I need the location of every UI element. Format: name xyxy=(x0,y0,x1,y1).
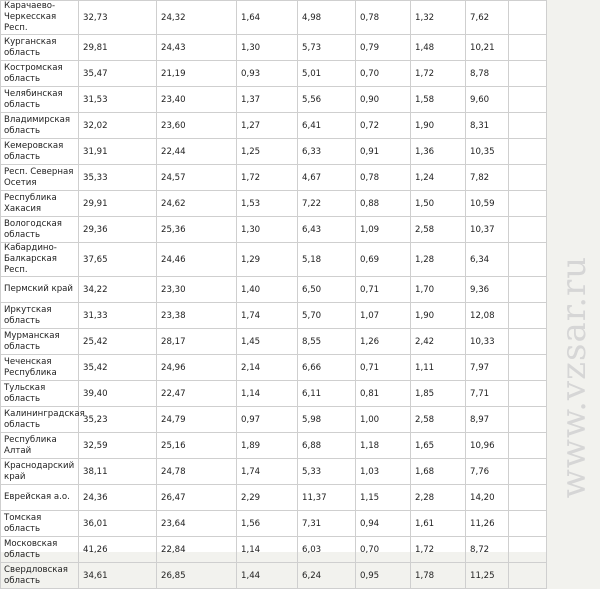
value-cell: 23,40 xyxy=(157,87,237,113)
value-cell: 1,78 xyxy=(411,563,466,589)
value-cell: 22,84 xyxy=(157,537,237,563)
value-cell: 31,91 xyxy=(79,139,157,165)
value-cell: 0,71 xyxy=(356,355,411,381)
value-cell: 1,30 xyxy=(237,217,298,243)
empty-cell xyxy=(509,243,547,277)
value-cell: 31,33 xyxy=(79,303,157,329)
value-cell: 10,21 xyxy=(466,35,509,61)
value-cell: 7,31 xyxy=(298,511,356,537)
value-cell: 0,78 xyxy=(356,165,411,191)
value-cell: 11,26 xyxy=(466,511,509,537)
value-cell: 1,72 xyxy=(237,165,298,191)
region-name-cell: Свердловская область xyxy=(1,563,79,589)
table-row xyxy=(1,191,547,217)
value-cell: 1,89 xyxy=(237,433,298,459)
region-name-cell: Краснодарский край xyxy=(1,459,79,485)
table-row xyxy=(1,113,547,139)
value-cell: 6,03 xyxy=(298,537,356,563)
value-cell: 6,88 xyxy=(298,433,356,459)
value-cell: 39,40 xyxy=(79,381,157,407)
region-name-cell: Владимирская область xyxy=(1,113,79,139)
value-cell: 1,72 xyxy=(411,61,466,87)
value-cell: 1,09 xyxy=(356,217,411,243)
value-cell: 7,62 xyxy=(466,1,509,35)
value-cell: 7,97 xyxy=(466,355,509,381)
value-cell: 1,18 xyxy=(356,433,411,459)
empty-cell xyxy=(509,87,547,113)
value-cell: 11,25 xyxy=(466,563,509,589)
region-name-cell: Кабардино-Балкарская Респ. xyxy=(1,243,79,277)
value-cell: 35,42 xyxy=(79,355,157,381)
value-cell: 38,11 xyxy=(79,459,157,485)
value-cell: 2,29 xyxy=(237,485,298,511)
value-cell: 1,11 xyxy=(411,355,466,381)
value-cell: 10,35 xyxy=(466,139,509,165)
empty-cell xyxy=(509,35,547,61)
value-cell: 1,48 xyxy=(411,35,466,61)
value-cell: 7,82 xyxy=(466,165,509,191)
value-cell: 32,73 xyxy=(79,1,157,35)
value-cell: 1,72 xyxy=(411,537,466,563)
value-cell: 1,85 xyxy=(411,381,466,407)
table-row xyxy=(1,61,547,87)
value-cell: 8,72 xyxy=(466,537,509,563)
table-body xyxy=(1,1,547,589)
value-cell: 14,20 xyxy=(466,485,509,511)
value-cell: 8,78 xyxy=(466,61,509,87)
value-cell: 5,01 xyxy=(298,61,356,87)
empty-cell xyxy=(509,61,547,87)
table-row xyxy=(1,537,547,563)
region-name-cell: Московская область xyxy=(1,537,79,563)
value-cell: 0,78 xyxy=(356,1,411,35)
value-cell: 0,94 xyxy=(356,511,411,537)
table-row xyxy=(1,459,547,485)
value-cell: 0,88 xyxy=(356,191,411,217)
region-name-cell: Еврейская а.о. xyxy=(1,485,79,511)
region-name-cell: Кемеровская область xyxy=(1,139,79,165)
value-cell: 21,19 xyxy=(157,61,237,87)
value-cell: 0,70 xyxy=(356,61,411,87)
value-cell: 6,50 xyxy=(298,277,356,303)
region-name-cell: Иркутская область xyxy=(1,303,79,329)
value-cell: 24,43 xyxy=(157,35,237,61)
empty-cell xyxy=(509,407,547,433)
region-name-cell: Чеченская Республика xyxy=(1,355,79,381)
value-cell: 1,70 xyxy=(411,277,466,303)
value-cell: 1,64 xyxy=(237,1,298,35)
empty-cell xyxy=(509,537,547,563)
table-row xyxy=(1,355,547,381)
watermark-text: www.vzsar.ru xyxy=(554,255,594,499)
empty-cell xyxy=(509,217,547,243)
region-name-cell: Курганская область xyxy=(1,35,79,61)
empty-cell xyxy=(509,485,547,511)
region-name-cell: Республика Хакасия xyxy=(1,191,79,217)
value-cell: 1,24 xyxy=(411,165,466,191)
empty-cell xyxy=(509,277,547,303)
value-cell: 24,78 xyxy=(157,459,237,485)
value-cell: 24,96 xyxy=(157,355,237,381)
value-cell: 23,38 xyxy=(157,303,237,329)
value-cell: 24,46 xyxy=(157,243,237,277)
empty-cell xyxy=(509,459,547,485)
value-cell: 31,53 xyxy=(79,87,157,113)
value-cell: 1,14 xyxy=(237,537,298,563)
value-cell: 11,37 xyxy=(298,485,356,511)
value-cell: 25,16 xyxy=(157,433,237,459)
value-cell: 10,37 xyxy=(466,217,509,243)
value-cell: 32,59 xyxy=(79,433,157,459)
value-cell: 4,98 xyxy=(298,1,356,35)
region-name-cell: Тульская область xyxy=(1,381,79,407)
empty-cell xyxy=(509,433,547,459)
table-row xyxy=(1,35,547,61)
value-cell: 23,30 xyxy=(157,277,237,303)
table-row xyxy=(1,139,547,165)
value-cell: 23,60 xyxy=(157,113,237,139)
value-cell: 25,42 xyxy=(79,329,157,355)
site-watermark xyxy=(556,212,592,542)
value-cell: 12,08 xyxy=(466,303,509,329)
table-row xyxy=(1,381,547,407)
table-row xyxy=(1,511,547,537)
value-cell: 0,95 xyxy=(356,563,411,589)
empty-cell xyxy=(509,381,547,407)
value-cell: 8,31 xyxy=(466,113,509,139)
table-row xyxy=(1,217,547,243)
value-cell: 24,62 xyxy=(157,191,237,217)
value-cell: 5,33 xyxy=(298,459,356,485)
empty-cell xyxy=(509,165,547,191)
value-cell: 1,58 xyxy=(411,87,466,113)
value-cell: 35,47 xyxy=(79,61,157,87)
region-name-cell: Вологодская область xyxy=(1,217,79,243)
value-cell: 1,68 xyxy=(411,459,466,485)
region-name-cell: Пермский край xyxy=(1,277,79,303)
value-cell: 22,47 xyxy=(157,381,237,407)
value-cell: 1,32 xyxy=(411,1,466,35)
table-row xyxy=(1,563,547,589)
value-cell: 0,70 xyxy=(356,537,411,563)
value-cell: 4,67 xyxy=(298,165,356,191)
value-cell: 1,40 xyxy=(237,277,298,303)
table-row xyxy=(1,303,547,329)
value-cell: 1,74 xyxy=(237,303,298,329)
value-cell: 36,01 xyxy=(79,511,157,537)
region-name-cell: Мурманская область xyxy=(1,329,79,355)
table-row xyxy=(1,165,547,191)
value-cell: 1,00 xyxy=(356,407,411,433)
value-cell: 26,85 xyxy=(157,563,237,589)
value-cell: 1,61 xyxy=(411,511,466,537)
value-cell: 10,59 xyxy=(466,191,509,217)
region-name-cell: Республика Алтай xyxy=(1,433,79,459)
value-cell: 9,60 xyxy=(466,87,509,113)
empty-cell xyxy=(509,1,547,35)
value-cell: 9,36 xyxy=(466,277,509,303)
empty-cell xyxy=(509,303,547,329)
value-cell: 0,69 xyxy=(356,243,411,277)
value-cell: 5,73 xyxy=(298,35,356,61)
value-cell: 1,45 xyxy=(237,329,298,355)
value-cell: 37,65 xyxy=(79,243,157,277)
value-cell: 29,81 xyxy=(79,35,157,61)
value-cell: 10,33 xyxy=(466,329,509,355)
value-cell: 28,17 xyxy=(157,329,237,355)
value-cell: 0,93 xyxy=(237,61,298,87)
region-name-cell: Карачаево-Черкесская Респ. xyxy=(1,1,79,35)
empty-cell xyxy=(509,355,547,381)
empty-cell xyxy=(509,563,547,589)
value-cell: 0,97 xyxy=(237,407,298,433)
region-name-cell: Челябинская область xyxy=(1,87,79,113)
value-cell: 6,43 xyxy=(298,217,356,243)
value-cell: 2,14 xyxy=(237,355,298,381)
value-cell: 1,03 xyxy=(356,459,411,485)
value-cell: 32,02 xyxy=(79,113,157,139)
value-cell: 1,50 xyxy=(411,191,466,217)
value-cell: 24,79 xyxy=(157,407,237,433)
table-row xyxy=(1,243,547,277)
empty-cell xyxy=(509,113,547,139)
value-cell: 35,33 xyxy=(79,165,157,191)
value-cell: 2,58 xyxy=(411,217,466,243)
value-cell: 0,91 xyxy=(356,139,411,165)
empty-cell xyxy=(509,329,547,355)
value-cell: 6,24 xyxy=(298,563,356,589)
empty-cell xyxy=(509,191,547,217)
value-cell: 7,22 xyxy=(298,191,356,217)
region-name-cell: Калининградская область xyxy=(1,407,79,433)
value-cell: 8,55 xyxy=(298,329,356,355)
table-row xyxy=(1,277,547,303)
value-cell: 5,18 xyxy=(298,243,356,277)
region-name-cell: Костромская область xyxy=(1,61,79,87)
value-cell: 29,36 xyxy=(79,217,157,243)
table-row xyxy=(1,1,547,35)
value-cell: 1,28 xyxy=(411,243,466,277)
value-cell: 0,81 xyxy=(356,381,411,407)
value-cell: 7,76 xyxy=(466,459,509,485)
table-row xyxy=(1,407,547,433)
value-cell: 23,64 xyxy=(157,511,237,537)
empty-cell xyxy=(509,139,547,165)
value-cell: 35,23 xyxy=(79,407,157,433)
value-cell: 1,26 xyxy=(356,329,411,355)
value-cell: 1,37 xyxy=(237,87,298,113)
value-cell: 1,07 xyxy=(356,303,411,329)
value-cell: 2,58 xyxy=(411,407,466,433)
value-cell: 1,74 xyxy=(237,459,298,485)
value-cell: 6,66 xyxy=(298,355,356,381)
table-row xyxy=(1,329,547,355)
value-cell: 8,97 xyxy=(466,407,509,433)
value-cell: 1,15 xyxy=(356,485,411,511)
value-cell: 1,29 xyxy=(237,243,298,277)
empty-cell xyxy=(509,511,547,537)
value-cell: 6,11 xyxy=(298,381,356,407)
value-cell: 6,41 xyxy=(298,113,356,139)
value-cell: 1,36 xyxy=(411,139,466,165)
value-cell: 0,79 xyxy=(356,35,411,61)
value-cell: 29,91 xyxy=(79,191,157,217)
value-cell: 0,71 xyxy=(356,277,411,303)
value-cell: 25,36 xyxy=(157,217,237,243)
value-cell: 41,26 xyxy=(79,537,157,563)
value-cell: 24,32 xyxy=(157,1,237,35)
value-cell: 1,27 xyxy=(237,113,298,139)
value-cell: 34,61 xyxy=(79,563,157,589)
table-row xyxy=(1,485,547,511)
value-cell: 2,42 xyxy=(411,329,466,355)
table-row xyxy=(1,433,547,459)
value-cell: 26,47 xyxy=(157,485,237,511)
table-row xyxy=(1,87,547,113)
value-cell: 1,44 xyxy=(237,563,298,589)
value-cell: 6,33 xyxy=(298,139,356,165)
value-cell: 2,28 xyxy=(411,485,466,511)
region-name-cell: Томская область xyxy=(1,511,79,537)
value-cell: 1,56 xyxy=(237,511,298,537)
value-cell: 22,44 xyxy=(157,139,237,165)
region-name-cell: Респ. Северная Осетия xyxy=(1,165,79,191)
value-cell: 1,65 xyxy=(411,433,466,459)
value-cell: 6,34 xyxy=(466,243,509,277)
value-cell: 5,56 xyxy=(298,87,356,113)
value-cell: 1,90 xyxy=(411,303,466,329)
value-cell: 0,72 xyxy=(356,113,411,139)
value-cell: 5,70 xyxy=(298,303,356,329)
value-cell: 0,90 xyxy=(356,87,411,113)
value-cell: 1,25 xyxy=(237,139,298,165)
value-cell: 10,96 xyxy=(466,433,509,459)
value-cell: 5,98 xyxy=(298,407,356,433)
value-cell: 1,14 xyxy=(237,381,298,407)
value-cell: 24,57 xyxy=(157,165,237,191)
value-cell: 1,90 xyxy=(411,113,466,139)
value-cell: 1,30 xyxy=(237,35,298,61)
value-cell: 1,53 xyxy=(237,191,298,217)
value-cell: 7,71 xyxy=(466,381,509,407)
value-cell: 24,36 xyxy=(79,485,157,511)
value-cell: 34,22 xyxy=(79,277,157,303)
